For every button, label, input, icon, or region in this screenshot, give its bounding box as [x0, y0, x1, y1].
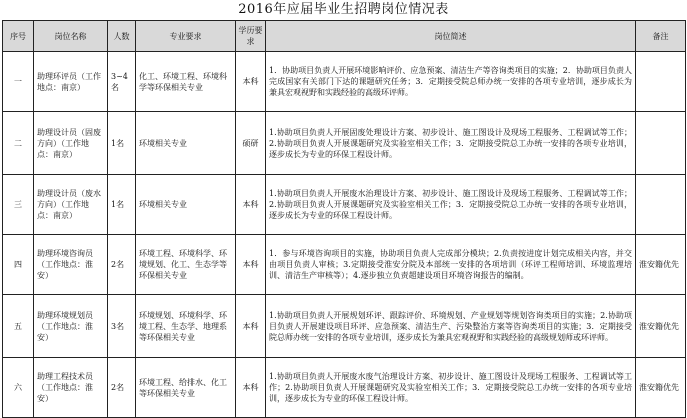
row-position: 助理环境规划员（工作地点：淮安）: [34, 295, 108, 358]
row-note: 淮安籍优先: [636, 235, 686, 295]
row-duty: 1.协助项目负责人开展固废处理设计方案、初步设计、施工图设计及现场工程服务、工程调试等工作；2.协助项目负责人开展课题研究及实验室相关工作；3．定期接受院总工办统一安排的各项专业培训，逐步成长为专业的环保工程设计师。: [266, 112, 636, 175]
row-degree: 本科: [236, 175, 266, 235]
row-major: 化工、环境工程、环境科学等环保相关专业: [136, 52, 236, 112]
row-position: 助理设计员（固废方向）（工作地点：南京）: [34, 112, 108, 175]
row-major: 环境工程、环境科学、环境规划、化工、生态学等环保相关专业: [136, 235, 236, 295]
row-note: [636, 112, 686, 175]
header-duty: 岗位简述: [266, 21, 636, 52]
row-count: 3~4名: [108, 52, 136, 112]
table-row: [3, 235, 686, 295]
row-no: 五: [3, 295, 34, 358]
row-position: 助理环评员（工作地点：南京）: [34, 52, 108, 112]
row-position: 助理设计员（废水方向）（工作地点：南京）: [34, 175, 108, 235]
row-no: 一: [3, 52, 34, 112]
row-degree: 本科: [236, 295, 266, 358]
row-position: 助理环境咨询员（工作地点：淮安）: [34, 235, 108, 295]
row-count: 1名: [108, 175, 136, 235]
row-no: 四: [3, 235, 34, 295]
row-note: [636, 175, 686, 235]
row-duty: 1．参与环境咨询项目的实施，协助项目负责人完成部分模块；2.负责按进度计划完成相关内容，并交由项目负责人审核；3.定期接受淮安分院及本部统一安排的各项培训（环评工程师培训、环境监理培训、清洁生产审核等）；4.逐步独立负责超建设项目环境咨询报告的编制。: [266, 235, 636, 295]
row-degree: 本科: [236, 235, 266, 295]
row-position: 助理工程技术员（工作地点：淮安）: [34, 358, 108, 418]
row-no: 二: [3, 112, 34, 175]
row-count: 3名: [108, 295, 136, 358]
row-major: 环境相关专业: [136, 112, 236, 175]
row-degree: 本科: [236, 52, 266, 112]
row-count: 1名: [108, 112, 136, 175]
row-note: 淮安籍优先: [636, 295, 686, 358]
row-degree: 本科: [236, 358, 266, 418]
table-row: [3, 52, 686, 112]
row-duty: 1.协助项目负责人开展废水治理设计方案、初步设计、施工图设计及现场工程服务、工程调试等工作；2.协助项目负责人开展课题研究及实验室相关工作；3．定期接受院总工办统一安排的各项专业培训，逐步成长为专业的环保工程设计师。: [266, 175, 636, 235]
table-row: [3, 358, 686, 418]
header-count: 人数: [108, 21, 136, 52]
header-no: 序号: [3, 21, 34, 52]
header-note: 备注: [636, 21, 686, 52]
row-duty: 1.协助项目负责人开展规划环评、跟踪评价、环境规划、产业规划等规划咨询类项目的实施；2.协助项目负责人开展建设项目环评、应急预案、清洁生产、污染整治方案等咨询类项目的实施；3．定期接受院总师办统一安排的各项专业培训，逐步成长为兼具宏观视野和实践经验的高级规划师或环评师。: [266, 295, 636, 358]
table-row: [3, 295, 686, 358]
row-note: [636, 52, 686, 112]
row-no: 六: [3, 358, 34, 418]
header-major: 专业要求: [136, 21, 236, 52]
header-row: [3, 21, 686, 52]
page-title: 2016年应届毕业生招聘岗位情况表: [238, 2, 449, 17]
table-row: [3, 112, 686, 175]
header-degree: 学历要求: [236, 21, 266, 52]
row-no: 三: [3, 175, 34, 235]
table-row: [3, 175, 686, 235]
row-duty: 1．协助项目负责人开展环境影响评价、应急预案、清洁生产等咨询类项目的实施；2．协助项目负责人完成国家有关部门下达的课题研究任务；3．定期接受院总师办统一安排的各项专业培训，逐步成长为兼具宏观视野和实践经验的高级环评师。: [266, 52, 636, 112]
header-position: 岗位名称: [34, 21, 108, 52]
row-count: 2名: [108, 358, 136, 418]
row-major: 环境工程、给排水、化工等环保相关专业: [136, 358, 236, 418]
row-major: 环境规划、环境科学、环境工程、生态学、地理系等环保相关专业: [136, 295, 236, 358]
recruitment-table: [2, 20, 686, 418]
row-note: 淮安籍优先: [636, 358, 686, 418]
row-duty: 1.协助项目负责人开展废水废气治理设计方案、初步设计、施工图设计及现场工程服务、工程调试等工作；2.协助项目负责人开展课题研究及实验室相关工作；3．定期接受院总工办统一安排的各项专业培训，逐步成长为专业的环保工程设计师。: [266, 358, 636, 418]
row-count: 2名: [108, 235, 136, 295]
row-major: 环境相关专业: [136, 175, 236, 235]
row-degree: 硕研: [236, 112, 266, 175]
